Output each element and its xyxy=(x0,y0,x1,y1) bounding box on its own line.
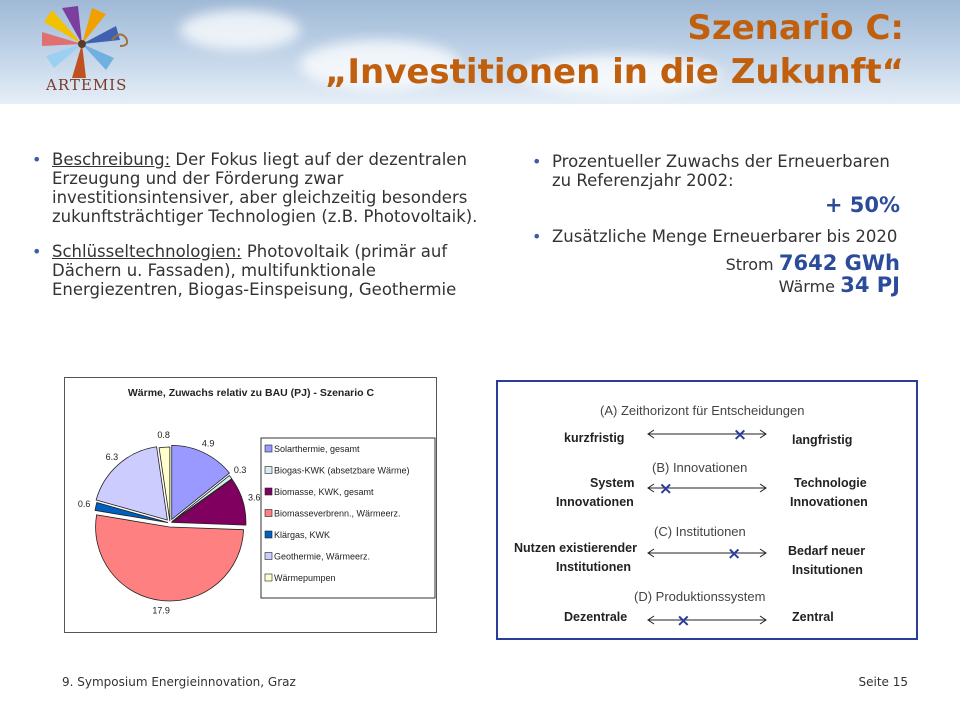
legend-swatch-1 xyxy=(265,445,272,452)
row-b-heading: (B) Innovationen xyxy=(652,460,748,475)
position-marker-2: × xyxy=(658,479,673,499)
row-b-left-2: Innovationen xyxy=(556,495,634,509)
row-c-right-2: Insitutionen xyxy=(792,563,863,577)
scale-arrow-1 xyxy=(648,430,766,438)
position-marker-1: × xyxy=(732,425,748,445)
pie-data-label-6: 6.3 xyxy=(105,451,119,462)
bullet-text: Photovoltaik (primär auf Dächern u. Fassaden), multifunktionale Energiezentren, Biogas-Einspeisung, Geothermie xyxy=(52,242,457,299)
strom-value: 7642 GWh xyxy=(778,251,900,275)
legend-label-4: Biomasseverbrenn., Wärmeerz. xyxy=(274,508,401,519)
footer-page-number: Seite 15 xyxy=(858,675,908,689)
bullet-beschreibung xyxy=(32,150,507,226)
row-a-right: langfristig xyxy=(792,433,853,447)
bullet-text: Zusätzliche Menge Erneuerbarer bis 2020 xyxy=(552,227,898,246)
bullet-text: Der Fokus liegt auf der dezentralen Erzeugung und der Förderung zwar investitionsintensiver, aber gleichzeitig besonders zukunftsträchtiger Technologien (z.B. Photovoltaik). xyxy=(52,150,478,226)
pie-data-label-7: 0.8 xyxy=(157,430,170,441)
header-banner xyxy=(0,0,960,104)
strom-label: Strom xyxy=(725,255,774,274)
bullet-schluesseltechnologien xyxy=(32,242,507,299)
pie-data-label-4: 17.9 xyxy=(152,605,170,616)
waerme-label: Wärme xyxy=(778,277,835,296)
scale-arrow-3 xyxy=(648,549,766,557)
pie-data-label-2: 0.3 xyxy=(233,464,247,475)
legend-label-5: Klärgas, KWK xyxy=(274,530,331,540)
cloud-decoration xyxy=(180,10,300,50)
legend-swatch-2 xyxy=(265,467,272,474)
logo-text: ARTEMIS xyxy=(46,76,128,94)
legend-swatch-6 xyxy=(265,553,272,560)
strom-line xyxy=(532,251,900,275)
legend-swatch-3 xyxy=(265,488,272,495)
left-bullets xyxy=(32,150,507,315)
pie-data-label-1: 4.9 xyxy=(201,438,215,449)
row-b-right-2: Innovationen xyxy=(790,495,868,509)
legend-swatch-7 xyxy=(265,574,272,581)
row-c-right-1: Bedarf neuer xyxy=(788,544,866,558)
row-d-left: Dezentrale xyxy=(564,610,628,624)
row-c-left-1: Nutzen existierender xyxy=(514,541,637,555)
footer-event: 9. Symposium Energieinnovation, Graz xyxy=(62,675,296,689)
pie-chart xyxy=(65,378,436,632)
bullet-label: Beschreibung: xyxy=(52,150,171,169)
row-a-left: kurzfristig xyxy=(564,431,625,445)
page-title xyxy=(325,6,904,94)
bullet-zuwachs xyxy=(532,152,900,190)
right-bullets xyxy=(532,152,900,296)
title-line-1: Szenario C: xyxy=(687,8,904,48)
legend-label-1: Solarthermie, gesamt xyxy=(274,444,360,454)
position-marker-4: × xyxy=(676,611,691,631)
legend-label-7: Wärmepumpen xyxy=(274,573,336,583)
pie-data-label-5: 0.6 xyxy=(77,498,91,509)
scenario-box xyxy=(496,380,918,640)
waerme-line xyxy=(532,273,900,297)
legend-swatch-4 xyxy=(265,510,272,517)
row-c-left-2: Institutionen xyxy=(556,560,631,574)
row-d-right: Zentral xyxy=(792,610,834,624)
title-line-2: „Investitionen in die Zukunft“ xyxy=(325,52,904,92)
pie-slice-4 xyxy=(96,515,244,601)
legend-swatch-5 xyxy=(265,531,272,538)
increase-value: + 50% xyxy=(824,193,900,217)
row-a-heading: (A) Zeithorizont für Entscheidungen xyxy=(600,403,805,418)
chart-title: Wärme, Zuwachs relativ zu BAU (PJ) - Szenario C xyxy=(127,387,375,399)
pie-data-label-3: 3.6 xyxy=(248,492,261,503)
row-c-heading: (C) Institutionen xyxy=(654,524,746,539)
position-marker-3: × xyxy=(727,544,742,564)
scale-arrow-4 xyxy=(648,616,766,624)
legend-label-6: Geothermie, Wärmeerz. xyxy=(274,551,371,562)
bullet-text: Prozentueller Zuwachs der Erneuerbaren zu Referenzjahr 2002: xyxy=(552,152,890,190)
legend-label-3: Biomasse, KWK, gesamt xyxy=(274,487,374,497)
bullet-label: Schlüsseltechnologien: xyxy=(52,242,242,261)
bullet-zusaetzlich xyxy=(532,227,900,246)
row-b-left-1: System xyxy=(590,476,635,490)
pie-chart-panel xyxy=(64,377,437,633)
row-d-heading: (D) Produktionssystem xyxy=(634,589,766,604)
legend-label-2: Biogas-KWK (absetzbare Wärme) xyxy=(274,465,410,476)
waerme-value: 34 PJ xyxy=(840,273,900,297)
row-b-right-1: Technologie xyxy=(794,476,867,490)
